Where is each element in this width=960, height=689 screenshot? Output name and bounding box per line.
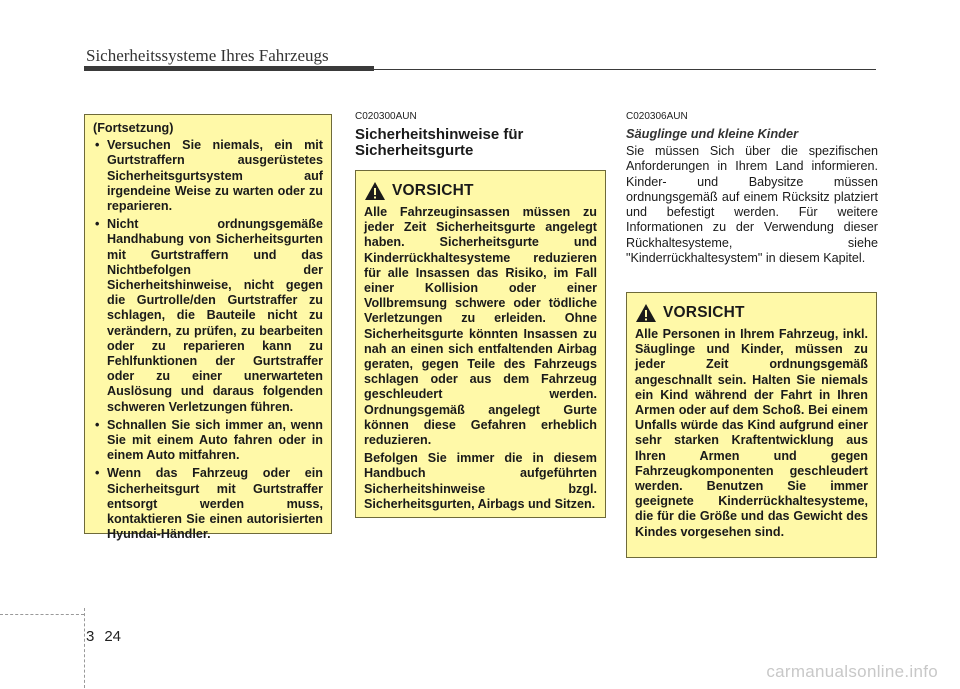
list-item: • Schnallen Sie sich immer an, wenn Sie mit einem Auto fahren oder in einem Auto mitfahren.	[93, 418, 323, 464]
page-header-title: Sicherheitssysteme Ihres Fahrzeugs	[86, 46, 329, 65]
continuation-warning-box	[84, 114, 332, 542]
caution-paragraph: Befolgen Sie immer die in diesem Handbuch aufgeführten Sicherheitshinweise bzgl. Sicherheitsgurten, Airbags und Sitzen.	[364, 451, 597, 511]
page-number-value: 24	[104, 628, 122, 645]
warning-triangle-icon	[635, 303, 657, 323]
continuation-label: (Fortsetzung)	[93, 121, 174, 135]
page-number	[86, 628, 121, 645]
chapter-number: 3	[86, 628, 95, 645]
list-item: • Nicht ordnungsgemäße Handhabung von Sicherheitsgurten mit Gurtstraffern und das Nichtbefolgen der Sicherheitshinweise, nicht gegen die Gurtrolle/den Gurtstraffer zu schlagen, die Bauteile nicht zu verändern, zu prüfen, zu bearbeiten oder zu reparieren kann zu Fehlfunktionen der Gurtstraffer oder zu einer unerwarteten Auslösung und daraus folgenden schweren Verletzungen führen.	[93, 217, 323, 415]
caution-box-seatbelts	[355, 170, 606, 518]
section-code-right: C020306AUN	[626, 111, 688, 122]
caution-label: VORSICHT	[392, 182, 474, 200]
caution-box-children	[626, 292, 877, 558]
caution-header	[364, 181, 597, 201]
footer-vertical-rule	[84, 608, 86, 688]
footer-horizontal-rule	[0, 614, 84, 615]
subsection-title: Säuglinge und kleine Kinder	[626, 126, 799, 141]
section-title: Sicherheitshinweise für Sicherheitsgurte	[355, 126, 524, 159]
header-rule-thin	[374, 69, 876, 70]
list-item: • Wenn das Fahrzeug oder ein Sicherheitsgurt mit Gurtstraffer entsorgt werden muss, kontaktieren Sie einen autorisierten Hyundai-Händler.	[93, 466, 323, 542]
warning-triangle-icon	[364, 181, 386, 201]
caution-label: VORSICHT	[663, 304, 745, 322]
warning-list	[93, 138, 323, 542]
caution-paragraph: Alle Personen in Ihrem Fahrzeug, inkl. Säuglinge und Kinder, müssen zu jeder Zeit ordnungsgemäß angeschnallt sein. Halten Sie niemals ein Kind während der Fahrt in Ihren Armen oder auf dem Schoß. Bei einem Unfalls würde das Kind aufgrund einer sehr starken Kraftentwicklung aus Ihren Armen und gegen Fahrzeugkomponenten geschleudert werden. Benutzen Sie immer geeignete Kinderrückhaltesysteme, die für die Größe und das Gewicht des Kindes vorgesehen sind.	[635, 327, 868, 539]
header-rule-thick	[84, 66, 374, 71]
section-code-middle: C020300AUN	[355, 111, 417, 122]
caution-header	[635, 303, 868, 323]
watermark: carmanualsonline.info	[766, 662, 938, 681]
caution-paragraph: Alle Fahrzeuginsassen müssen zu jeder Zeit Sicherheitsgurte angelegt haben. Sicherheitsgurte und Kinderrückhaltesysteme reduzieren für alle Insassen das Risiko, im Fall einer Kollision oder einer Vollbremsung schwere oder tödliche Verletzungen zu erleiden. Ohne Sicherheitsgurte könnten Insassen zu nah an einen sich entfaltenden Airbag geraten, gegen Teile des Fahrzeugs schlagen oder aus dem Fahrzeug geschleudert werden. Ordnungsgemäß angelegt Gurte können diese Gefahren erheblich reduzieren.	[364, 205, 597, 448]
body-paragraph: Sie müssen Sich über die spezifischen Anforderungen in Ihrem Land informieren. Kinder- und Babysitze müssen ordnungsgemäß auf einem Rücksitz platziert und befestigt werden. Für weitere Informationen zu der Verwendung dieser Rückhaltesysteme, siehe "Kinderrückhaltesystem" in diesem Kapitel.	[626, 144, 878, 266]
list-item: • Versuchen Sie niemals, ein mit Gurtstraffern ausgerüstetes Sicherheitsgurtsystem auf irgendeine Weise zu warten oder zu reparieren.	[93, 138, 323, 214]
